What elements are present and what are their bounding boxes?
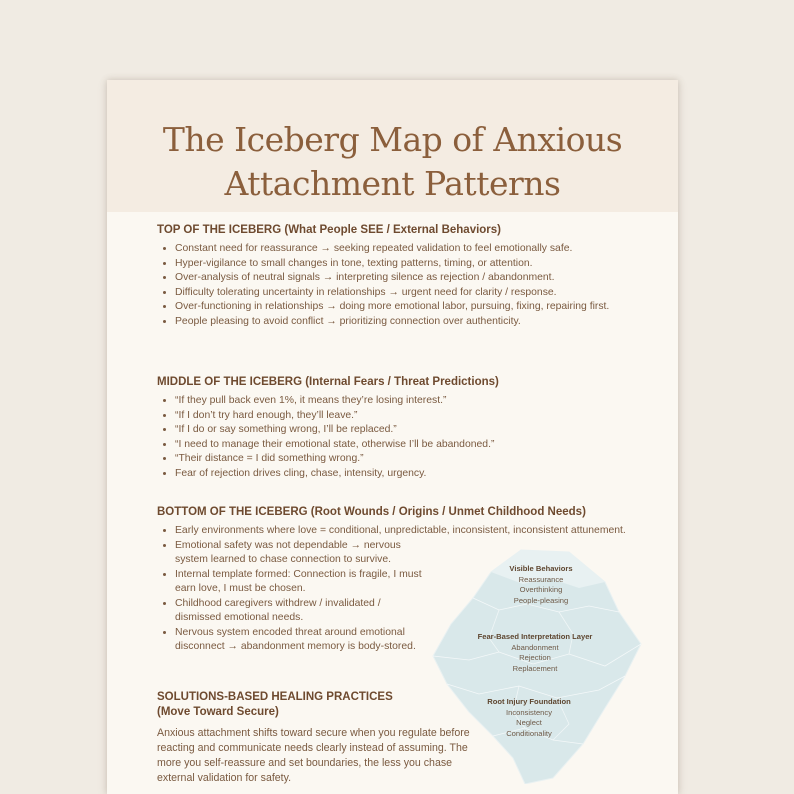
list-item: • “If I don’t try hard enough, they’ll leave.” xyxy=(175,409,637,424)
document-page xyxy=(107,80,678,794)
title-banner xyxy=(107,80,678,212)
iceberg-illustration xyxy=(429,548,647,784)
iceberg-layer-visible xyxy=(471,564,611,606)
section-solutions xyxy=(157,690,470,786)
bullet-list xyxy=(157,394,637,481)
list-item: • Over-analysis of neutral signals → interpreting silence as rejection / abandonment. xyxy=(175,271,637,286)
list-item: • Emotional safety was not dependable → nervous system learned to chase connection to survive. xyxy=(175,539,425,568)
list-item: • Internal template formed: Connection is fragile, I must earn love, I must be chosen. xyxy=(175,568,425,597)
layer-item: Inconsistency xyxy=(505,707,552,717)
layer-title: Visible Behaviors xyxy=(509,564,573,573)
title-line-1: The Iceberg Map of Anxious xyxy=(162,120,623,159)
list-item: • “If they pull back even 1%, it means they’re losing interest.” xyxy=(175,394,637,409)
page-title xyxy=(107,118,678,206)
layer-item: Replacement xyxy=(512,663,558,673)
layer-item: Rejection xyxy=(519,653,551,662)
section-heading: SOLUTIONS-BASED HEALING PRACTICES (Move Toward Secure) xyxy=(157,691,393,718)
layer-title: Fear-Based Interpretation Layer xyxy=(477,632,593,641)
layer-item: Reassurance xyxy=(518,574,564,584)
solutions-paragraph: Anxious attachment shifts toward secure when you regulate before reacting and communicate needs clearly instead of assuming. The more you self-reassure and set boundaries, the less you chase external validation for safety. xyxy=(157,727,470,784)
section-top xyxy=(157,223,637,329)
iceberg-layer-fear xyxy=(465,632,605,674)
list-item: • Nervous system encoded threat around emotional disconnect → abandonment memory is body-stored. xyxy=(175,626,425,655)
section-heading: MIDDLE OF THE ICEBERG (Internal Fears / Threat Predictions) xyxy=(157,376,499,388)
list-item: • Fear of rejection drives cling, chase, intensity, urgency. xyxy=(175,467,637,482)
section-heading: TOP OF THE ICEBERG (What People SEE / External Behaviors) xyxy=(157,224,502,236)
list-item: • Constant need for reassurance → seeking repeated validation to feel emotionally safe. xyxy=(175,242,637,257)
list-item: • “Their distance = I did something wrong.” xyxy=(175,452,637,467)
layer-item: Abandonment xyxy=(511,642,559,652)
bullet-list xyxy=(157,242,637,329)
list-item: • Childhood caregivers withdrew / invalidated / dismissed emotional needs. xyxy=(175,597,425,626)
list-item: • People pleasing to avoid conflict → prioritizing connection over authenticity. xyxy=(175,315,637,330)
list-item: • “I need to manage their emotional state, otherwise I’ll be abandoned.” xyxy=(175,438,637,453)
title-line-2: Attachment Patterns xyxy=(224,164,561,203)
layer-title: Root Injury Foundation xyxy=(487,697,571,706)
section-heading: BOTTOM OF THE ICEBERG (Root Wounds / Origins / Unmet Childhood Needs) xyxy=(157,506,586,518)
layer-item: Overthinking xyxy=(519,585,563,594)
iceberg-layer-root xyxy=(459,697,599,739)
list-item: • Early environments where love = conditional, unpredictable, inconsistent, inconsistent attunement. xyxy=(175,524,627,539)
list-item: • “If I do or say something wrong, I’ll be replaced.” xyxy=(175,423,637,438)
list-item: • Difficulty tolerating uncertainty in relationships → urgent need for clarity / response. xyxy=(175,286,637,301)
layer-item: People-pleasing xyxy=(513,595,569,605)
list-item: • Over-functioning in relationships → doing more emotional labor, pursuing, fixing, repairing first. xyxy=(175,300,637,315)
section-middle xyxy=(157,375,637,481)
layer-item: Conditionality xyxy=(506,728,552,738)
layer-item: Neglect xyxy=(516,718,542,727)
list-item: • Hyper-vigilance to small changes in tone, texting patterns, timing, or attention. xyxy=(175,257,637,272)
